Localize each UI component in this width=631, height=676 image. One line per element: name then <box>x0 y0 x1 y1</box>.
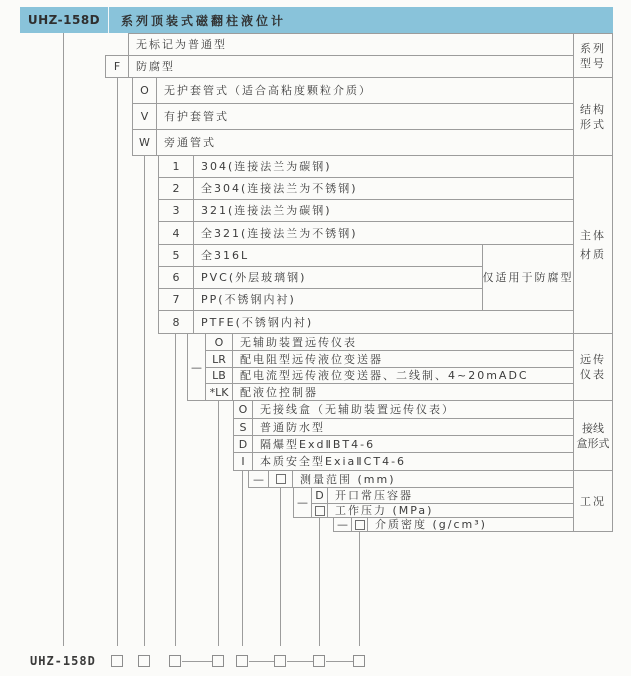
row-structure-sheath: 有护套管式 <box>156 103 574 130</box>
side-label-body-material <box>573 155 613 334</box>
hyphen-measuring-range: — <box>248 470 269 488</box>
row-series-plain: 无标记为普通型 <box>128 33 574 56</box>
row-open-vessel: 开口常压容器 <box>327 487 574 504</box>
code-cell-7: 7 <box>158 288 194 311</box>
header-bar <box>20 7 613 33</box>
bottom-code-square-range <box>274 655 286 667</box>
bottom-code-square-material <box>169 655 181 667</box>
bottom-connector-junction-range <box>249 661 274 662</box>
bottom-code-square-junction <box>236 655 248 667</box>
drop-line-junction <box>242 470 243 646</box>
code-cell-D: D <box>233 435 253 453</box>
bottom-code-square-pressure <box>313 655 325 667</box>
drop-line-structure <box>144 155 145 646</box>
hyphen-pressure-group: — <box>293 487 312 518</box>
code-cell-8: 8 <box>158 310 194 334</box>
density-code-box <box>351 517 368 532</box>
bottom-code-square-density <box>353 655 365 667</box>
code-cell-junction-O: O <box>233 400 253 419</box>
bottom-code-square-remote <box>212 655 224 667</box>
header-title: 系列顶装式磁翻柱液位计 <box>121 13 287 28</box>
code-cell-3: 3 <box>158 199 194 222</box>
bottom-code-square-series <box>111 655 123 667</box>
row-material-all321: 全321(连接法兰为不锈钢) <box>193 221 574 245</box>
code-cell-LR: LR <box>205 350 233 368</box>
drop-line-measuring-range <box>280 487 281 646</box>
drop-line-remote <box>218 400 219 646</box>
side-label-series-model <box>573 33 613 78</box>
side-label-line: 盒形式 <box>576 436 610 450</box>
row-material-pvc: PVC(外层玻璃钢) <box>193 266 483 289</box>
row-working-pressure: 工作压力 (MPa) <box>327 503 574 518</box>
row-remote-current: 配电流型远传液位变送器、二线制、4~20mADC <box>232 367 574 384</box>
row-material-all304: 全304(连接法兰为不锈钢) <box>193 177 574 200</box>
bottom-code-square-structure <box>138 655 150 667</box>
drop-line-working-pressure <box>319 517 320 646</box>
code-cell-open-vessel-D: D <box>311 487 328 504</box>
code-cell-remote-O: O <box>205 333 233 351</box>
code-cell-I: I <box>233 452 253 471</box>
code-cell-2: 2 <box>158 177 194 200</box>
row-material-316L: 全316L <box>193 244 483 267</box>
hyphen-density: — <box>333 517 352 532</box>
code-cell-4: 4 <box>158 221 194 245</box>
row-junction-none: 无接线盒（无辅助装置远传仪表） <box>252 400 574 419</box>
side-label-line: 主体 <box>580 228 606 242</box>
measuring-range-code-box <box>268 470 293 488</box>
bottom-connector-range-pressure <box>287 661 313 662</box>
row-material-ptfe: PTFE(不锈钢内衬) <box>193 310 574 334</box>
bottom-model-label: UHZ-158D <box>30 654 96 668</box>
bottom-connector-material-remote <box>182 661 212 662</box>
row-structure-bypass: 旁通管式 <box>156 129 574 156</box>
side-label-structure-form <box>573 77 613 156</box>
row-junction-waterproof: 普通防水型 <box>252 418 574 436</box>
header-model-badge: UHZ-158D <box>20 7 109 33</box>
side-label-line: 结构 <box>580 102 606 116</box>
hyphen-remote: — <box>187 333 206 401</box>
code-cell-5: 5 <box>158 244 194 267</box>
side-label-line: 远传 <box>580 353 606 366</box>
row-medium-density: 介质密度 (g/cm³) <box>367 517 574 532</box>
code-cell-F: F <box>105 55 129 78</box>
side-label-line: 接线 <box>582 421 604 435</box>
side-label-line: 仪表 <box>580 368 606 381</box>
row-measuring-range: 测量范围 (mm) <box>292 470 574 488</box>
side-label-line: 材质 <box>580 247 606 261</box>
working-pressure-code-box <box>311 503 328 518</box>
drop-line-density <box>359 531 360 646</box>
side-label-line: 系列 <box>580 41 606 55</box>
row-structure-no-sheath: 无护套管式（适合高粘度颗粒介质） <box>156 77 574 104</box>
code-cell-V: V <box>132 103 157 130</box>
row-material-pp: PP(不锈钢内衬) <box>193 288 483 311</box>
row-material-304: 304(连接法兰为碳钢) <box>193 155 574 178</box>
row-remote-controller: 配液位控制器 <box>232 383 574 401</box>
code-cell-6: 6 <box>158 266 194 289</box>
row-remote-none: 无辅助装置远传仪表 <box>232 333 574 351</box>
side-label-line: 型号 <box>580 56 606 70</box>
side-label-junction-box-form <box>573 400 613 471</box>
row-junction-intrinsic-safe: 本质安全型ExiaⅡCT4-6 <box>252 452 574 471</box>
material-note-anticorrosion-only: 仅适用于防腐型 <box>482 244 574 311</box>
row-remote-resistance: 配电阻型远传液位变送器 <box>232 350 574 368</box>
side-label-working-conditions <box>573 470 613 532</box>
side-label-line: 工况 <box>580 494 606 508</box>
drop-line-model <box>63 33 64 646</box>
code-placeholder-box <box>315 506 325 516</box>
code-cell-LB: LB <box>205 367 233 384</box>
code-placeholder-box <box>355 520 365 530</box>
code-cell-1: 1 <box>158 155 194 178</box>
drop-line-series <box>117 77 118 646</box>
side-label-line: 形式 <box>580 117 606 131</box>
code-placeholder-box <box>276 474 286 484</box>
code-cell-O: O <box>132 77 157 104</box>
code-cell-S: S <box>233 418 253 436</box>
code-cell-W: W <box>132 129 157 156</box>
row-material-321: 321(连接法兰为碳钢) <box>193 199 574 222</box>
bottom-connector-pressure-density <box>326 661 353 662</box>
drop-line-material <box>175 333 176 646</box>
side-label-remote-instrument <box>573 333 613 401</box>
code-cell-LK: *LK <box>205 383 233 401</box>
row-series-anticorrosion: 防腐型 <box>128 55 574 78</box>
row-junction-explosionproof: 隔爆型ExdⅡBT4-6 <box>252 435 574 453</box>
